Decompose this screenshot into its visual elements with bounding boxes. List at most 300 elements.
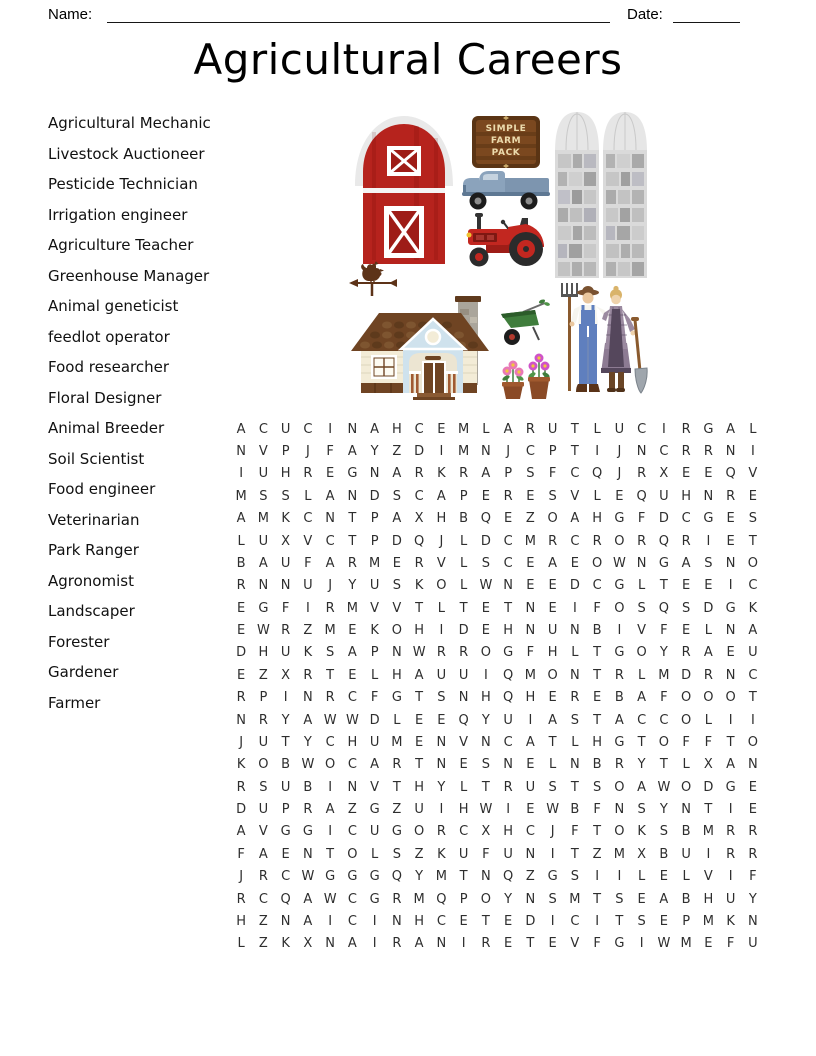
grid-cell: I bbox=[595, 444, 600, 460]
grid-cell: G bbox=[658, 555, 669, 571]
grid-cell: Q bbox=[458, 712, 469, 728]
grid-cell: U bbox=[681, 846, 691, 862]
grid-cell: E bbox=[392, 555, 401, 571]
grid-cell: H bbox=[258, 645, 269, 661]
grid-cell: O bbox=[681, 779, 692, 795]
grid-cell: R bbox=[303, 802, 313, 818]
grid-cell: K bbox=[437, 846, 446, 862]
grid-cell: C bbox=[303, 511, 313, 527]
grid-cell: R bbox=[503, 488, 513, 504]
grid-cell: F bbox=[704, 734, 713, 750]
grid-cell: F bbox=[593, 802, 601, 818]
grid-cell: I bbox=[439, 802, 444, 818]
grid-cell: N bbox=[436, 757, 447, 773]
grid-cell: J bbox=[506, 444, 511, 460]
grid-cell: Y bbox=[481, 712, 490, 728]
grid-cell: E bbox=[748, 779, 757, 795]
grid-cell: I bbox=[305, 600, 310, 616]
grid-cell: C bbox=[748, 667, 758, 683]
grid-cell: Y bbox=[504, 891, 513, 907]
word-list-item: Gardener bbox=[48, 663, 119, 681]
grid-cell: U bbox=[414, 802, 424, 818]
grid-cell: F bbox=[237, 846, 245, 862]
grid-cell: V bbox=[303, 533, 313, 549]
grid-cell: C bbox=[503, 533, 513, 549]
grid-cell: E bbox=[415, 712, 424, 728]
grid-cell: L bbox=[749, 421, 757, 437]
grid-cell: D bbox=[525, 913, 536, 929]
grid-cell: G bbox=[703, 511, 714, 527]
grid-cell: R bbox=[236, 891, 246, 907]
grid-cell: P bbox=[548, 444, 557, 460]
grid-cell: J bbox=[617, 466, 622, 482]
grid-cell: T bbox=[593, 667, 602, 683]
grid-cell: Y bbox=[437, 779, 446, 795]
grid-cell: E bbox=[726, 511, 735, 527]
grid-cell: R bbox=[726, 488, 736, 504]
grid-cell: N bbox=[325, 511, 335, 527]
grid-cell: G bbox=[347, 869, 358, 885]
grid-cell: O bbox=[614, 779, 625, 795]
grid-cell: O bbox=[614, 600, 625, 616]
grid-cell: R bbox=[748, 846, 758, 862]
grid-cell: R bbox=[236, 779, 246, 795]
grid-cell: T bbox=[659, 578, 668, 594]
grid-cell: Q bbox=[592, 466, 603, 482]
grid-cell: G bbox=[614, 645, 625, 661]
grid-cell: G bbox=[503, 645, 514, 661]
grid-cell: J bbox=[617, 444, 622, 460]
grid-cell: I bbox=[528, 712, 533, 728]
grid-cell: I bbox=[706, 533, 711, 549]
grid-cell: L bbox=[549, 757, 557, 773]
grid-cell: Y bbox=[370, 444, 379, 460]
grid-cell: I bbox=[728, 802, 733, 818]
grid-cell: O bbox=[258, 757, 269, 773]
grid-cell: Z bbox=[525, 511, 535, 527]
grid-cell: Y bbox=[659, 802, 668, 818]
grid-cell: X bbox=[637, 846, 647, 862]
grid-cell: N bbox=[458, 690, 469, 706]
grid-cell: J bbox=[328, 578, 333, 594]
grid-cell: R bbox=[392, 936, 402, 952]
grid-cell: I bbox=[750, 712, 755, 728]
grid-cell: A bbox=[548, 555, 558, 571]
grid-cell: V bbox=[748, 466, 758, 482]
grid-cell: W bbox=[301, 757, 315, 773]
grid-cell: A bbox=[370, 757, 380, 773]
grid-cell: L bbox=[460, 779, 468, 795]
grid-cell: H bbox=[391, 667, 402, 683]
grid-cell: N bbox=[347, 488, 358, 504]
grid-cell: E bbox=[526, 555, 535, 571]
grid-cell: L bbox=[682, 869, 690, 885]
grid-cell: Z bbox=[392, 802, 402, 818]
grid-cell: A bbox=[347, 645, 357, 661]
grid-cell: F bbox=[593, 600, 601, 616]
grid-cell: N bbox=[436, 734, 447, 750]
date-label: Date: bbox=[627, 6, 663, 23]
grid-cell: S bbox=[637, 802, 646, 818]
grid-cell: I bbox=[728, 578, 733, 594]
grid-cell: E bbox=[548, 578, 557, 594]
grid-cell: N bbox=[436, 936, 447, 952]
grid-cell: I bbox=[239, 466, 244, 482]
grid-cell: R bbox=[414, 466, 424, 482]
grid-cell: V bbox=[258, 824, 268, 840]
grid-cell: Y bbox=[303, 734, 312, 750]
grid-cell: I bbox=[550, 846, 555, 862]
grid-cell: H bbox=[280, 466, 291, 482]
grid-cell: A bbox=[637, 690, 647, 706]
grid-cell: E bbox=[348, 667, 357, 683]
grid-cell: A bbox=[370, 421, 380, 437]
grid-cell: N bbox=[280, 578, 291, 594]
grid-cell: A bbox=[258, 555, 268, 571]
grid-cell: J bbox=[550, 824, 555, 840]
grid-cell: A bbox=[659, 891, 669, 907]
word-list-item: Soil Scientist bbox=[48, 449, 145, 468]
grid-cell: Z bbox=[525, 869, 535, 885]
grid-cell: M bbox=[613, 846, 625, 862]
grid-cell: C bbox=[414, 488, 424, 504]
sign-text-line-1: SIMPLE bbox=[485, 124, 527, 134]
grid-cell: N bbox=[525, 846, 536, 862]
grid-cell: R bbox=[614, 667, 624, 683]
grid-cell: P bbox=[682, 913, 691, 929]
grid-cell: E bbox=[748, 802, 757, 818]
grid-cell: T bbox=[748, 533, 757, 549]
grid-cell: T bbox=[281, 734, 290, 750]
grid-cell: J bbox=[239, 734, 244, 750]
grid-cell: T bbox=[326, 846, 335, 862]
name-label: Name: bbox=[48, 6, 93, 23]
word-list-item: feedlot operator bbox=[48, 327, 170, 346]
grid-cell: Z bbox=[258, 667, 268, 683]
grid-cell: O bbox=[747, 734, 758, 750]
grid-cell: A bbox=[726, 757, 736, 773]
tractor-illustration bbox=[464, 211, 550, 269]
grid-cell: E bbox=[237, 623, 246, 639]
grid-cell: O bbox=[436, 578, 447, 594]
grid-cell: E bbox=[326, 466, 335, 482]
grid-cell: U bbox=[258, 734, 269, 750]
grid-cell: W bbox=[612, 555, 626, 571]
grid-cell: R bbox=[703, 444, 713, 460]
grid-cell: I bbox=[728, 869, 733, 885]
grid-cell: V bbox=[392, 600, 402, 616]
grid-cell: Q bbox=[636, 488, 647, 504]
grid-cell: X bbox=[281, 667, 291, 683]
grid-cell: I bbox=[461, 936, 466, 952]
grid-cell: V bbox=[436, 555, 446, 571]
grid-cell: E bbox=[682, 578, 691, 594]
grid-cell: B bbox=[303, 779, 313, 795]
grid-cell: S bbox=[548, 891, 557, 907]
grid-cell: N bbox=[570, 623, 580, 639]
grid-cell: N bbox=[748, 913, 758, 929]
grid-cell: A bbox=[258, 846, 268, 862]
grid-cell: U bbox=[748, 936, 758, 952]
grid-cell: T bbox=[481, 779, 490, 795]
word-list-item: Agriculture Teacher bbox=[48, 236, 194, 254]
grid-cell: L bbox=[638, 578, 646, 594]
grid-cell: S bbox=[570, 712, 579, 728]
grid-cell: L bbox=[571, 734, 579, 750]
grid-cell: V bbox=[637, 623, 647, 639]
grid-cell: N bbox=[392, 645, 402, 661]
grid-cell: E bbox=[504, 511, 513, 527]
grid-cell: P bbox=[370, 533, 379, 549]
grid-cell: T bbox=[548, 734, 557, 750]
grid-cell: R bbox=[525, 421, 535, 437]
grid-cell: O bbox=[347, 846, 358, 862]
grid-cell: C bbox=[503, 734, 513, 750]
grid-cell: A bbox=[325, 488, 335, 504]
grid-cell: P bbox=[370, 511, 379, 527]
pickup-truck-illustration bbox=[461, 165, 553, 211]
grid-cell: C bbox=[347, 891, 357, 907]
grid-cell: S bbox=[437, 690, 446, 706]
grid-cell: T bbox=[637, 734, 646, 750]
grid-cell: H bbox=[347, 734, 358, 750]
grid-cell: E bbox=[526, 757, 535, 773]
grid-cell: F bbox=[637, 511, 646, 527]
grid-cell: E bbox=[748, 488, 757, 504]
grid-cell: U bbox=[369, 734, 380, 750]
grid-cell: K bbox=[726, 913, 735, 929]
grid-cell: E bbox=[704, 578, 713, 594]
grid-cell: W bbox=[323, 891, 337, 907]
grid-cell: O bbox=[391, 623, 402, 639]
grid-cell: C bbox=[303, 421, 313, 437]
grid-cell: A bbox=[347, 444, 357, 460]
name-blank-line bbox=[107, 6, 610, 23]
grid-cell: T bbox=[726, 734, 735, 750]
grid-cell: N bbox=[303, 846, 313, 862]
grid-cell: L bbox=[482, 421, 490, 437]
grid-cell: A bbox=[726, 421, 736, 437]
grid-cell: D bbox=[369, 488, 380, 504]
grid-cell: E bbox=[682, 466, 691, 482]
grid-cell: R bbox=[303, 667, 313, 683]
grid-cell: R bbox=[414, 555, 424, 571]
grid-cell: C bbox=[570, 466, 580, 482]
word-list-item: Livestock Auctioneer bbox=[48, 144, 205, 163]
grid-cell: J bbox=[305, 444, 310, 460]
grid-cell: J bbox=[239, 869, 244, 885]
grid-cell: U bbox=[503, 846, 513, 862]
grid-cell: E bbox=[437, 712, 446, 728]
grid-cell: M bbox=[413, 891, 425, 907]
grid-cell: Z bbox=[392, 444, 402, 460]
grid-cell: S bbox=[704, 555, 713, 571]
word-list-item: Animal Breeder bbox=[48, 419, 165, 437]
grid-cell: D bbox=[480, 533, 491, 549]
grid-cell: P bbox=[459, 488, 468, 504]
grid-cell: H bbox=[525, 690, 536, 706]
grid-cell: I bbox=[750, 444, 755, 460]
grid-cell: R bbox=[681, 444, 691, 460]
grid-cell: V bbox=[370, 600, 380, 616]
grid-cell: I bbox=[328, 779, 333, 795]
grid-cell: E bbox=[704, 466, 713, 482]
grid-cell: A bbox=[525, 734, 535, 750]
grid-cell: R bbox=[325, 600, 335, 616]
grid-cell: E bbox=[481, 623, 490, 639]
grid-cell: W bbox=[323, 712, 337, 728]
grid-cell: T bbox=[348, 533, 357, 549]
grid-cell: R bbox=[436, 824, 446, 840]
grid-cell: H bbox=[547, 645, 558, 661]
grid-cell: L bbox=[371, 667, 379, 683]
grid-cell: Y bbox=[415, 869, 424, 885]
word-list-item: Landscaper bbox=[48, 602, 135, 620]
grid-cell: I bbox=[372, 936, 377, 952]
grid-cell: G bbox=[280, 824, 291, 840]
grid-cell: S bbox=[548, 488, 557, 504]
grid-cell: R bbox=[503, 779, 513, 795]
grid-cell: C bbox=[637, 712, 647, 728]
grid-cell: M bbox=[369, 555, 381, 571]
word-grid bbox=[230, 418, 764, 955]
grid-cell: W bbox=[657, 936, 671, 952]
grid-cell: C bbox=[347, 913, 357, 929]
grid-cell: M bbox=[702, 824, 714, 840]
grid-cell: F bbox=[304, 555, 312, 571]
grid-cell: V bbox=[570, 488, 580, 504]
grid-cell: F bbox=[660, 690, 668, 706]
grid-cell: F bbox=[526, 645, 535, 661]
grid-cell: F bbox=[281, 600, 290, 616]
grid-cell: L bbox=[704, 623, 712, 639]
grid-cell: N bbox=[280, 913, 291, 929]
grid-cell: R bbox=[748, 824, 758, 840]
grid-cell: T bbox=[459, 600, 468, 616]
grid-cell: N bbox=[347, 421, 358, 437]
grid-cell: S bbox=[392, 846, 401, 862]
grid-cell: A bbox=[392, 511, 402, 527]
grid-cell: R bbox=[681, 421, 691, 437]
grid-cell: N bbox=[481, 734, 491, 750]
grid-cell: U bbox=[280, 555, 291, 571]
word-list-item: Park Ranger bbox=[48, 541, 139, 559]
grid-cell: U bbox=[258, 466, 269, 482]
grid-cell: C bbox=[659, 444, 669, 460]
grid-cell: N bbox=[236, 712, 246, 728]
grid-cell: D bbox=[569, 578, 580, 594]
grid-cell: S bbox=[526, 466, 535, 482]
grid-cell: I bbox=[728, 712, 733, 728]
grid-cell: N bbox=[570, 667, 580, 683]
grid-cell: E bbox=[704, 936, 713, 952]
grid-cell: R bbox=[392, 757, 402, 773]
grid-cell: M bbox=[458, 444, 470, 460]
grid-cell: V bbox=[459, 734, 469, 750]
grid-cell: Y bbox=[637, 757, 646, 773]
grid-cell: B bbox=[681, 824, 691, 840]
grid-cell: L bbox=[437, 600, 445, 616]
grid-cell: D bbox=[369, 712, 380, 728]
grid-cell: L bbox=[593, 421, 601, 437]
grid-cell: C bbox=[525, 824, 535, 840]
grid-cell: Z bbox=[303, 623, 313, 639]
grid-cell: E bbox=[481, 600, 490, 616]
grid-cell: T bbox=[615, 913, 624, 929]
grid-cell: M bbox=[458, 421, 470, 437]
grid-cell: O bbox=[480, 645, 491, 661]
grid-cell: N bbox=[347, 779, 358, 795]
grid-cell: C bbox=[414, 421, 424, 437]
grid-cell: A bbox=[703, 645, 713, 661]
grid-cell: O bbox=[547, 667, 558, 683]
grid-cell: O bbox=[681, 690, 692, 706]
grid-cell: U bbox=[748, 645, 758, 661]
grid-cell: E bbox=[504, 936, 513, 952]
grid-cell: K bbox=[748, 600, 758, 616]
grid-cell: M bbox=[680, 936, 692, 952]
grid-cell: F bbox=[571, 824, 579, 840]
grid-cell: U bbox=[280, 779, 291, 795]
grid-cell: E bbox=[281, 846, 290, 862]
word-list-item: Forester bbox=[48, 632, 110, 651]
grid-cell: E bbox=[637, 891, 646, 907]
grid-cell: I bbox=[283, 690, 288, 706]
grid-cell: E bbox=[526, 488, 535, 504]
grid-cell: R bbox=[236, 578, 246, 594]
grid-cell: I bbox=[328, 824, 333, 840]
grid-cell: S bbox=[615, 891, 624, 907]
grid-cell: M bbox=[324, 623, 336, 639]
grid-cell: B bbox=[592, 757, 602, 773]
grid-cell: Z bbox=[258, 913, 268, 929]
grid-cell: G bbox=[725, 600, 736, 616]
grid-cell: G bbox=[391, 824, 402, 840]
grid-cell: Q bbox=[658, 533, 669, 549]
grid-cell: L bbox=[371, 846, 379, 862]
grid-cell: A bbox=[303, 712, 313, 728]
grid-cell: G bbox=[302, 824, 313, 840]
grid-cell: N bbox=[481, 444, 491, 460]
grid-cell: Y bbox=[281, 712, 290, 728]
grid-cell: X bbox=[703, 757, 713, 773]
grid-cell: I bbox=[439, 623, 444, 639]
grid-cell: F bbox=[326, 444, 334, 460]
grid-cell: O bbox=[725, 690, 736, 706]
grid-cell: A bbox=[414, 936, 424, 952]
grid-cell: E bbox=[726, 645, 735, 661]
grid-cell: I bbox=[595, 869, 600, 885]
grid-cell: C bbox=[258, 891, 268, 907]
grid-cell: U bbox=[436, 667, 447, 683]
grid-cell: O bbox=[747, 555, 758, 571]
page-title: Agricultural Careers bbox=[193, 35, 623, 84]
grid-cell: D bbox=[391, 533, 402, 549]
grid-cell: K bbox=[370, 623, 379, 639]
grid-cell: E bbox=[504, 913, 513, 929]
grid-cell: K bbox=[236, 757, 246, 773]
grid-cell: U bbox=[280, 645, 291, 661]
grid-cell: H bbox=[681, 488, 692, 504]
grid-cell: Q bbox=[503, 869, 514, 885]
grid-cell: T bbox=[415, 690, 424, 706]
grid-cell: C bbox=[347, 824, 357, 840]
grid-cell: W bbox=[657, 779, 671, 795]
grid-cell: T bbox=[659, 757, 668, 773]
grid-cell: C bbox=[659, 712, 669, 728]
grid-cell: R bbox=[637, 533, 647, 549]
grid-cell: T bbox=[415, 600, 424, 616]
